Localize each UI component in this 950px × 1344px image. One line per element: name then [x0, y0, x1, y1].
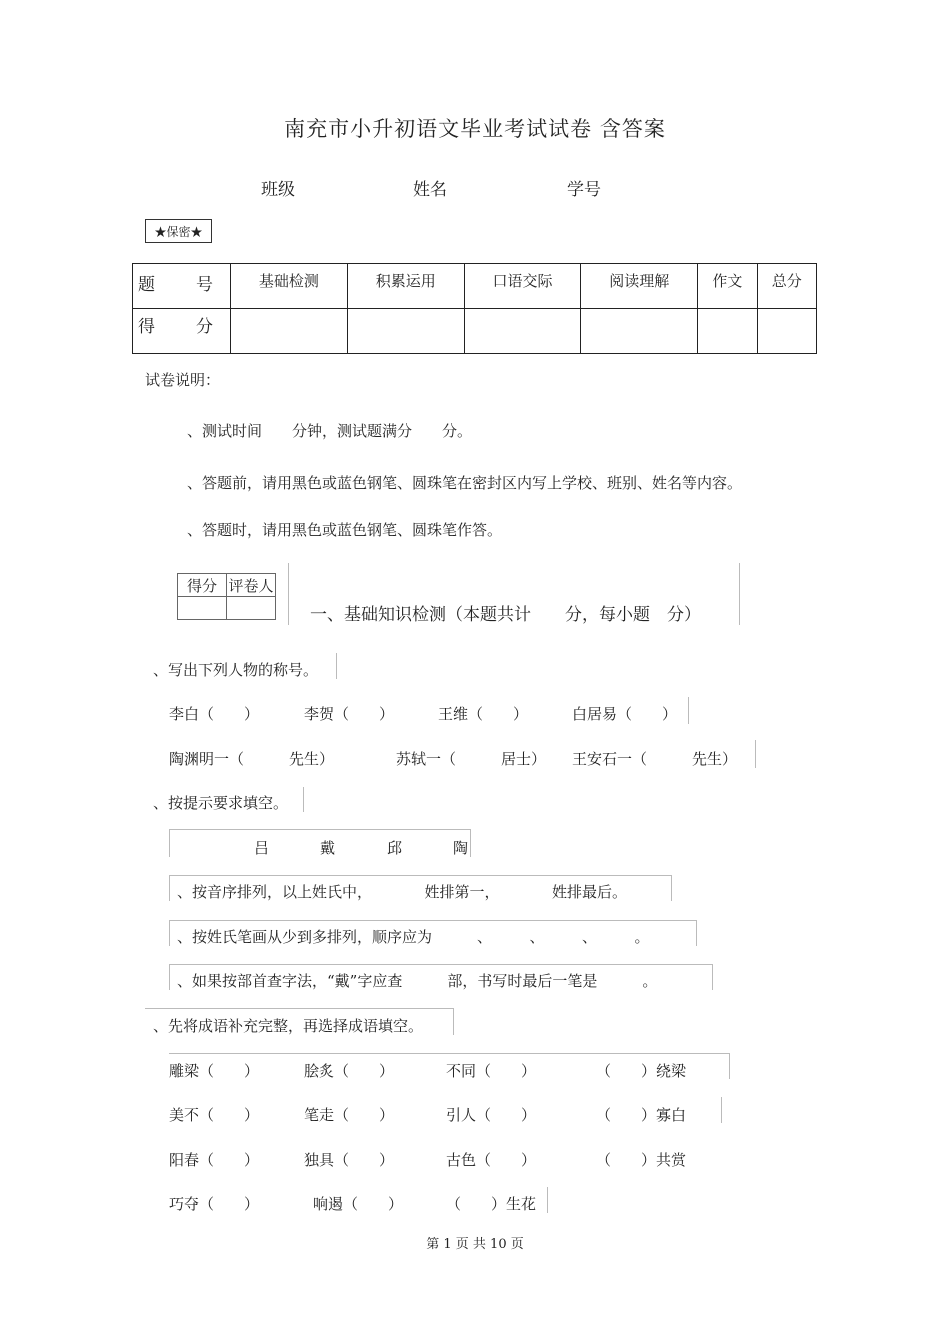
idiom-item: 阳春（ ） — [169, 1151, 260, 1169]
divider — [453, 1008, 454, 1035]
divider — [169, 875, 671, 876]
q1-item: 白居易（ ） — [572, 705, 678, 723]
grader-box — [177, 573, 276, 620]
q1-item: 苏轼一（ 居士） — [396, 750, 547, 768]
grader-reviewer-cell[interactable] — [227, 597, 276, 620]
section-divider — [288, 563, 289, 625]
score-table — [132, 263, 817, 354]
idiom-item: 美不（ ） — [169, 1106, 260, 1124]
divider — [169, 920, 170, 946]
divider — [721, 1097, 722, 1123]
divider — [303, 787, 304, 812]
score-table-header-row — [133, 264, 817, 309]
divider — [169, 920, 697, 921]
score-cell[interactable] — [757, 309, 816, 354]
instructions-heading: 试卷说明： — [145, 371, 221, 389]
confidential-badge: ★保密★ — [145, 219, 212, 243]
question-prompt: 、先将成语补充完整，再选择成语填空。 — [153, 1017, 424, 1035]
idiom-item: 响遏（ ） — [313, 1195, 404, 1213]
score-table-header: 题 号 — [133, 264, 231, 309]
grader-reviewer-label: 评卷人 — [227, 574, 276, 597]
idiom-item: （ ）共赏 — [596, 1151, 687, 1169]
q1-item: 王安石一（ 先生） — [572, 750, 738, 768]
surname: 陶 — [453, 839, 469, 857]
score-table-header: 口语交际 — [464, 264, 581, 309]
section-divider — [739, 563, 740, 625]
score-table-header: 积累运用 — [347, 264, 464, 309]
idiom-item: （ ）寡白 — [596, 1106, 687, 1124]
instruction-item: 、答题前，请用黑色或蓝色钢笔、圆珠笔在密封区内写上学校、班别、姓名等内容。 — [187, 474, 743, 492]
idiom-item: 不同（ ） — [446, 1062, 537, 1080]
score-cell[interactable] — [698, 309, 757, 354]
q1-item: 王维（ ） — [438, 705, 529, 723]
idiom-item: 雕梁（ ） — [169, 1062, 260, 1080]
question-prompt: 、写出下列人物的称号。 — [153, 661, 319, 679]
question-prompt: 、按提示要求填空。 — [153, 794, 289, 812]
score-cell[interactable] — [464, 309, 581, 354]
surname: 邱 — [387, 839, 403, 857]
idiom-item: 独具（ ） — [304, 1151, 395, 1169]
name-label: 姓名 — [413, 180, 447, 200]
divider — [547, 1187, 548, 1213]
divider — [336, 653, 337, 679]
score-row-label: 得 分 — [133, 309, 231, 354]
score-table-header: 总分 — [757, 264, 816, 309]
idiom-item: 古色（ ） — [446, 1151, 537, 1169]
q2-item: 、如果按部首查字法，“戴”字应查 部，书写时最后一笔是 。 — [177, 972, 658, 990]
idiom-item: （ ）绕梁 — [596, 1062, 687, 1080]
divider — [671, 875, 672, 901]
instruction-item: 、答题时，请用黑色或蓝色钢笔、圆珠笔作答。 — [187, 521, 503, 539]
idiom-item: 巧夺（ ） — [169, 1195, 260, 1213]
q2-item: 、按姓氏笔画从少到多排列，顺序应为 、 、 、 。 — [177, 928, 650, 946]
q1-item: 陶渊明一（ 先生） — [169, 750, 335, 768]
surname: 吕 — [254, 839, 270, 857]
instruction-item: 、测试时间 分钟，测试题满分 分。 — [187, 422, 473, 440]
score-cell[interactable] — [581, 309, 698, 354]
surname-box-top — [169, 829, 471, 830]
grader-score-cell[interactable] — [178, 597, 227, 620]
divider — [712, 964, 713, 990]
divider — [696, 920, 697, 946]
idiom-item: （ ）生花 — [446, 1195, 537, 1213]
divider — [688, 697, 689, 724]
divider — [169, 964, 713, 965]
divider — [470, 829, 471, 857]
divider — [145, 1008, 454, 1009]
divider — [169, 964, 170, 990]
section-heading: 一、基础知识检测（本题共计 分，每小题 分） — [310, 605, 701, 625]
class-label: 班级 — [261, 180, 295, 200]
divider — [169, 875, 170, 901]
page-title: 南充市小升初语文毕业考试试卷 含答案 — [284, 117, 666, 141]
q2-item: 、按音序排列，以上姓氏中， 姓排第一， 姓排最后。 — [177, 883, 628, 901]
score-cell[interactable] — [347, 309, 464, 354]
q1-item: 李贺（ ） — [304, 705, 395, 723]
page-footer: 第 1 页 共 10 页 — [426, 1237, 524, 1252]
score-table-header: 作文 — [698, 264, 757, 309]
surname: 戴 — [320, 839, 336, 857]
divider — [169, 1053, 730, 1054]
grader-score-label: 得分 — [178, 574, 227, 597]
divider — [729, 1053, 730, 1079]
idiom-item: 脍炙（ ） — [304, 1062, 395, 1080]
idiom-item: 笔走（ ） — [304, 1106, 395, 1124]
score-table-score-row — [133, 309, 817, 354]
score-table-header: 基础检测 — [231, 264, 348, 309]
idiom-item: 引人（ ） — [446, 1106, 537, 1124]
divider — [169, 829, 170, 857]
student-number-label: 学号 — [567, 180, 601, 200]
score-table-header: 阅读理解 — [581, 264, 698, 309]
divider — [755, 740, 756, 768]
q1-item: 李白（ ） — [169, 705, 260, 723]
score-cell[interactable] — [231, 309, 348, 354]
